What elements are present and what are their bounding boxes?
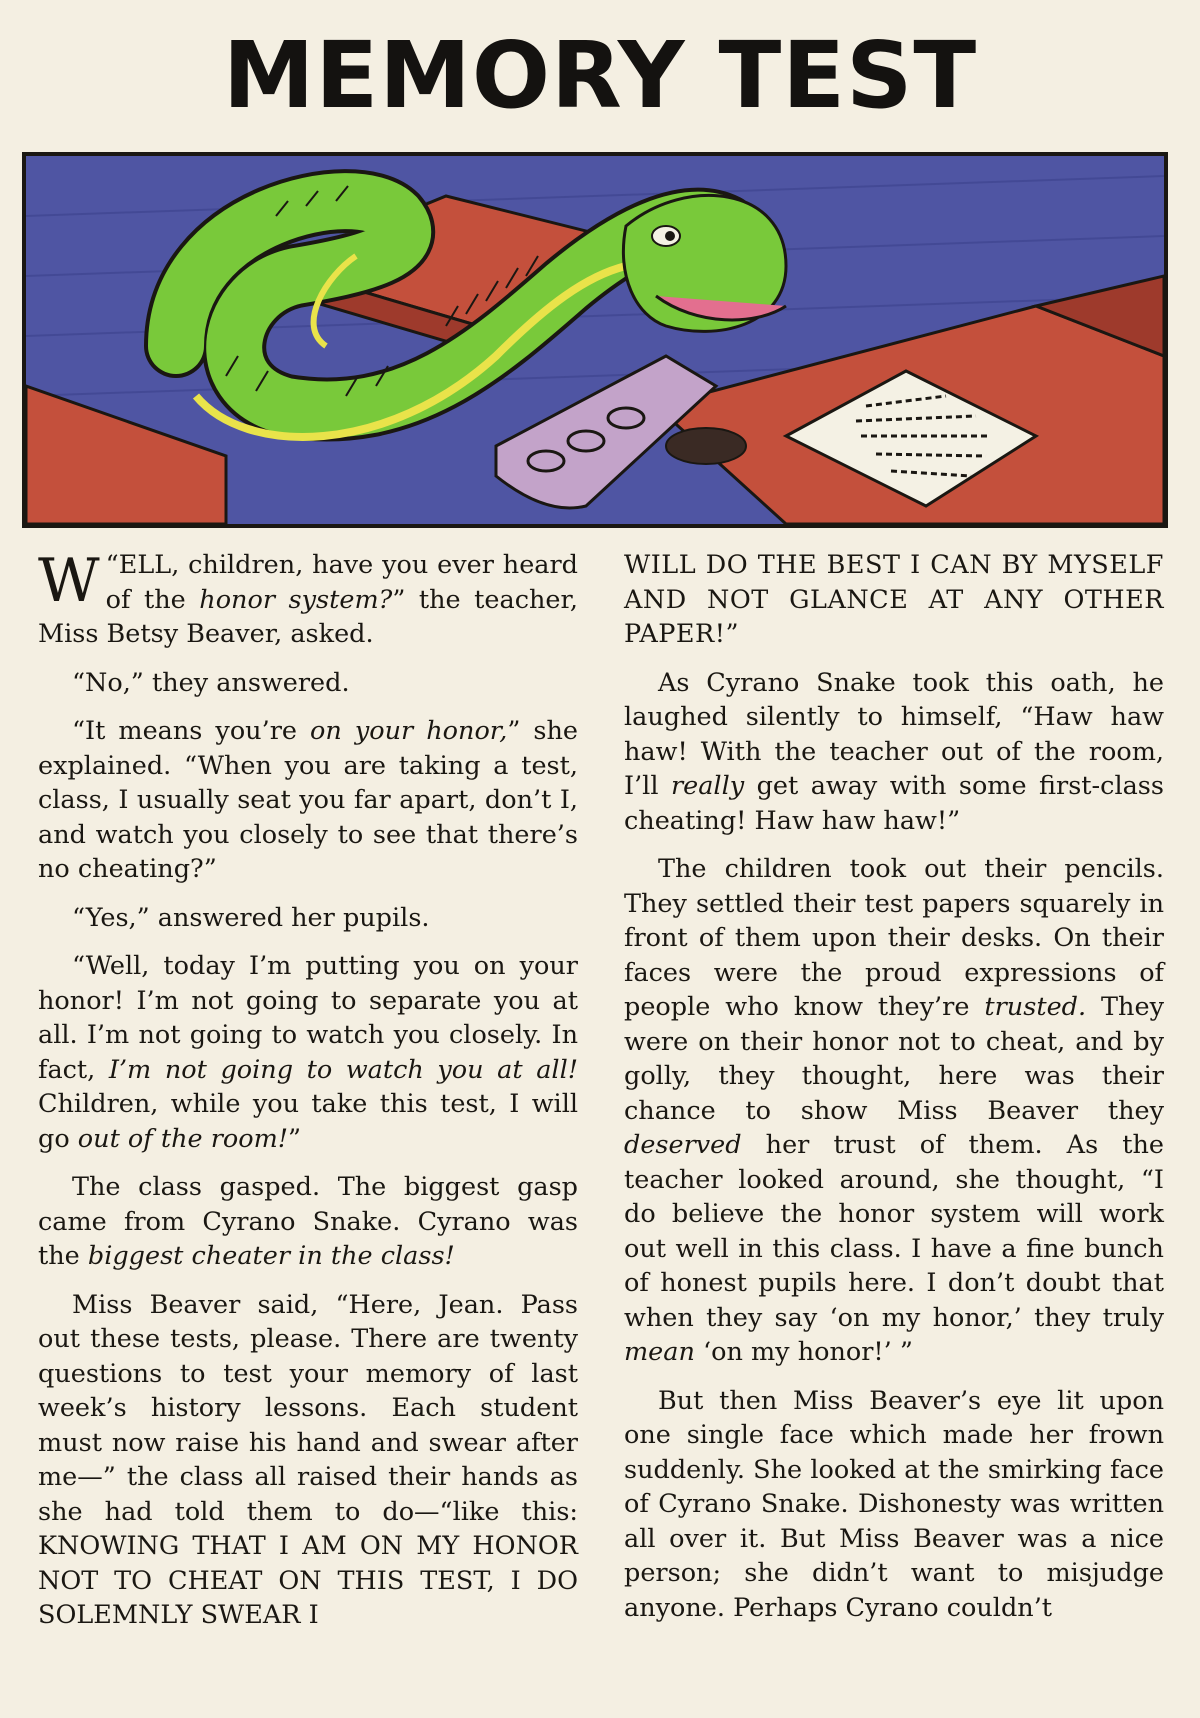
paragraph: Miss Beaver said, “Here, Jean. Pass out these tests, please. There are twenty questions to test your memory of last week’s history lessons. Each student must now raise his hand and swear after me—” the class all raised their hands as she had told them to do—“like this: KNOWING THAT I AM ON MY HONOR NOT TO CHEAT ON THIS TEST, I DO SOLEMNLY SWEAR I — [38, 1289, 578, 1630]
snake-at-desk-illustration — [22, 152, 1168, 528]
emphasis: deserved — [624, 1130, 742, 1160]
text-run: get away with some first-class cheating! Haw haw haw!” — [624, 771, 1164, 836]
emphasis: I’m not going to watch you at all! — [108, 1054, 578, 1085]
drop-cap: W — [38, 546, 100, 616]
text-run: ” the teacher, Miss Betsy Beaver, asked. — [38, 584, 579, 649]
paragraph — [624, 666, 1164, 839]
paragraph: “Yes,” answered her pupils. — [72, 902, 430, 933]
text-run: The class gasped. The biggest gasp came from Cyrano Snake. Cyrano was the — [38, 1172, 578, 1271]
paragraph — [38, 1170, 578, 1274]
paragraph: “No,” they answered. — [72, 667, 350, 698]
emphasis: trusted. — [984, 992, 1087, 1022]
text-run: Children, while you take this test, I will go — [38, 1089, 578, 1154]
paragraph — [624, 852, 1164, 1370]
text-run: As Cyrano Snake took this oath, he laughed silently to himself, “Haw haw haw! With the teacher out of the room, I’ll — [624, 667, 1164, 801]
text-run: “It means you’re — [72, 716, 311, 746]
text-run: “Well, today I’m putting you on your honor! I’m not going to separate you at all. I’m not going to watch you closely. In fact, — [38, 951, 578, 1085]
emphasis: biggest cheater in the class! — [87, 1241, 455, 1271]
paragraph — [38, 714, 578, 887]
emphasis: really — [670, 771, 745, 801]
left-column — [38, 548, 578, 1698]
text-run: ” — [288, 1123, 302, 1154]
paragraph — [38, 548, 578, 652]
text-run: ” she explained. “When you are taking a test, class, I usually seat you far apart, don’t I, and watch you closely to see that there’s no cheating?” — [38, 716, 578, 884]
emphasis: honor system? — [199, 584, 393, 615]
paragraph: But then Miss Beaver’s eye lit upon one single face which made her frown suddenly. She looked at the smirking face of Cyrano Snake. Dishonesty was written all over it. But Miss Beaver was a nice person; she didn’t want to misjudge anyone. Perhaps Cyrano couldn’t — [624, 1385, 1164, 1623]
text-run: ‘on my honor!’ ” — [694, 1337, 913, 1367]
emphasis: mean — [624, 1337, 695, 1367]
emphasis: out of the room! — [77, 1123, 289, 1154]
text-run: her trust of them. As the teacher looked around, she thought, “I do believe the honor system will work out well in this class. I have a fine bunch of honest pupils here. I don’t doubt that when they say ‘on my honor,’ they truly — [624, 1130, 1164, 1333]
article-columns — [38, 548, 1164, 1698]
emphasis: on your honor, — [310, 716, 508, 746]
text-run: They were on their honor not to cheat, and by golly, they thought, here was their chance to show Miss Beaver they — [624, 992, 1164, 1126]
page-title: MEMORY TEST — [222, 22, 978, 129]
text-run: ELL, children, have you ever heard of the — [105, 550, 578, 615]
text-run: The children took out their pencils. They settled their test papers squarely in front of them upon their desks. On their faces were the proud expressions of people who know they’re — [624, 854, 1164, 1022]
inkwell — [666, 428, 746, 464]
right-column — [624, 548, 1164, 1698]
paragraph — [38, 949, 578, 1156]
open-quote: “ — [105, 550, 119, 580]
paragraph: WILL DO THE BEST I CAN BY MYSELF AND NOT GLANCE AT ANY OTHER PAPER!” — [624, 550, 1164, 649]
